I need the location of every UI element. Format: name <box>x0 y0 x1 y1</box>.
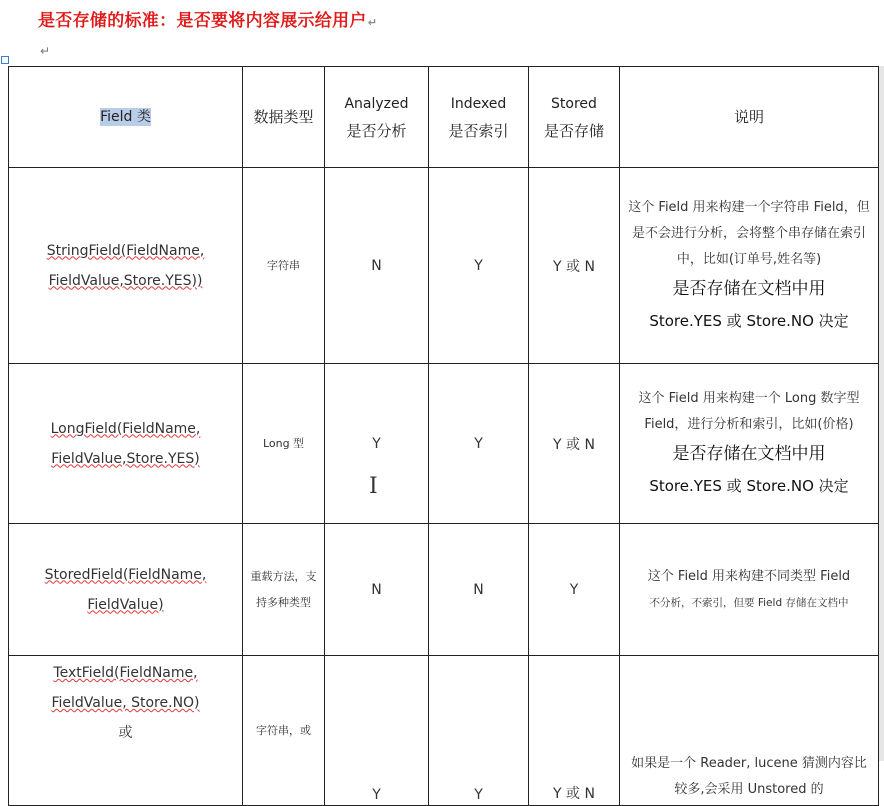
table-row <box>9 656 879 806</box>
header-data-type: 数据类型 <box>243 67 325 168</box>
field-class-cell: LongField(FieldName, FieldValue,Store.YES) <box>9 364 243 524</box>
data-type-cell: Long 型 <box>243 364 325 524</box>
table-row <box>9 168 879 364</box>
field-class-cell: StoredField(FieldName, FieldValue) <box>9 524 243 656</box>
stored-cell: Y 或 N <box>529 168 620 364</box>
table-header-row <box>9 67 879 168</box>
field-types-table <box>8 66 879 806</box>
data-type-cell: 重载方法，支持多种类型 <box>243 524 325 656</box>
indexed-cell: N <box>429 524 529 656</box>
analyzed-cell: Y <box>325 364 429 524</box>
text-cursor-icon: I <box>369 474 378 499</box>
table-row <box>9 524 879 656</box>
table-row <box>9 364 879 524</box>
description-cell: 这个 Field 用来构建一个 Long 数字型 Field，进行分析和索引，比如(价格) 是否存储在文档中用 Store.YES 或 Store.NO 决定 <box>620 364 879 524</box>
header-analyzed: Analyzed 是否分析 <box>325 67 429 168</box>
indexed-cell: Y <box>429 656 529 806</box>
description-cell: 如果是一个 Reader, lucene 猜测内容比较多,会采用 Unstored 的 <box>620 656 879 806</box>
data-type-cell: 字符串 <box>243 168 325 364</box>
indexed-cell: Y <box>429 364 529 524</box>
indexed-cell: Y <box>429 168 529 364</box>
stored-cell: Y 或 N <box>529 364 620 524</box>
vertical-scrollbar[interactable] <box>879 66 884 761</box>
stored-cell: Y 或 N <box>529 656 620 806</box>
header-stored: Stored 是否存储 <box>529 67 620 168</box>
analyzed-cell: N <box>325 168 429 364</box>
page-heading: 是否存储的标准：是否要将内容展示给用户↵ <box>38 11 378 31</box>
analyzed-cell: N <box>325 524 429 656</box>
description-cell: 这个 Field 用来构建不同类型 Field 不分析，不索引，但要 Field 存储在文档中 <box>620 524 879 656</box>
field-class-cell: StringField(FieldName, FieldValue,Store.YES)) <box>9 168 243 364</box>
analyzed-cell: Y <box>325 656 429 806</box>
data-type-cell: 字符串，或 <box>243 656 325 806</box>
header-indexed: Indexed 是否索引 <box>429 67 529 168</box>
header-description: 说明 <box>620 67 879 168</box>
stored-cell: Y <box>529 524 620 656</box>
header-field-class: Field 类 <box>9 67 243 168</box>
paragraph-mark: ↵ <box>40 44 51 58</box>
field-class-cell: TextField(FieldName, FieldValue, Store.NO) 或 <box>9 656 243 806</box>
margin-anchor-icon <box>1 56 9 64</box>
description-cell: 这个 Field 用来构建一个字符串 Field，但是不会进行分析，会将整个串存储在索引中，比如(订单号,姓名等) 是否存储在文档中用 Store.YES 或 Store.NO 决定 <box>620 168 879 364</box>
